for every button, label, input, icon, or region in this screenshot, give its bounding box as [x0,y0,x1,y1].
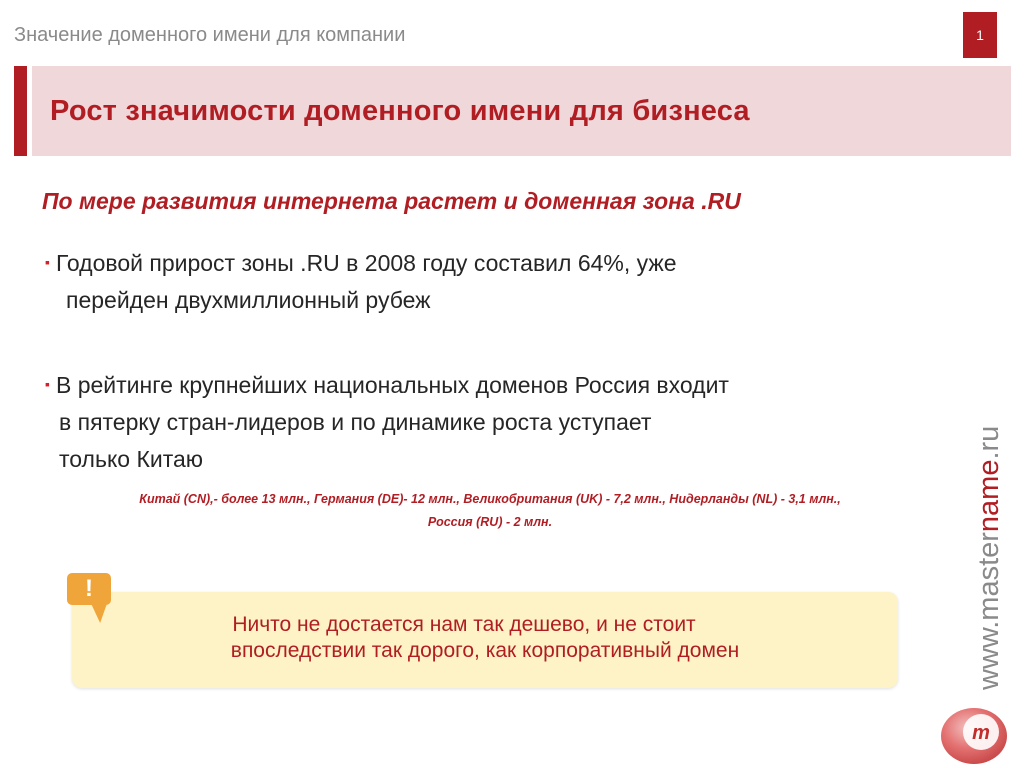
slide-header [14,66,1011,156]
page-number-badge: 1 [963,12,997,58]
bullet-item [45,244,925,319]
exclamation-icon: ! [67,573,111,611]
header-accent-stripe [14,66,27,156]
bullet-text-line: в пятерку стран-лидеров и по динамике роста уступает [59,409,652,435]
slide-title: Рост значимости доменного имени для бизнеса [50,95,750,127]
quote-callout [72,592,898,688]
bullet-text-line: Годовой прирост зоны .RU в 2008 году составил 64%, уже [55,250,677,276]
footnote-line: Россия (RU) - 2 млн. [427,515,553,529]
bullet-text-line: перейден двухмиллионный рубеж [66,287,431,313]
svg-text:m: m [972,722,990,744]
callout-text-line: Ничто не достается нам так дешево, и не стоит [232,613,696,636]
slide-subtitle: По мере развития интернета растет и доменная зона .RU [42,188,741,214]
bullet-text-line: только Китаю [59,446,204,472]
footnote-line: Китай (CN),- более 13 млн., Германия (DE)- 12 млн., Великобритания (UK) - 7,2 млн., Нидерланды (NL) - 3,1 млн., [139,492,841,506]
bullet-marker-icon: ▪ [45,376,50,392]
presentation-title: Значение доменного имени для компании [14,24,406,46]
bullet-text-line: В рейтинге крупнейших национальных доменов Россия входит [55,372,729,398]
website-url[interactable]: www.mastername.ru [973,425,1005,690]
mastername-logo-icon [936,694,1010,768]
callout-text-line: впоследствии так дорого, как корпоративный домен [230,639,740,662]
bullet-marker-icon: ▪ [45,254,50,270]
bullet-item [45,366,925,478]
footnote [40,488,940,534]
